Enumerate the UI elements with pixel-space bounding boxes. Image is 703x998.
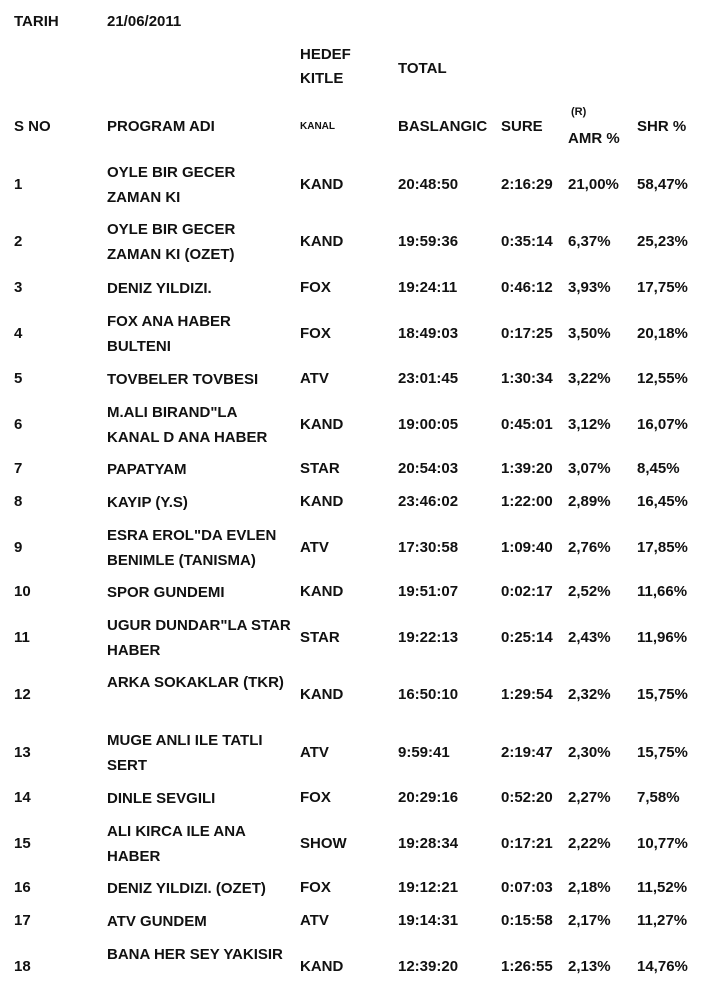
- row-program-name: SPOR GUNDEMI: [107, 584, 225, 601]
- row-shr: 11,52%: [637, 879, 688, 896]
- row-duration: 0:02:17: [501, 583, 553, 600]
- row-shr: 58,47%: [637, 176, 688, 193]
- date-label: TARIH: [14, 13, 59, 30]
- row-program-name: DENIZ YILDIZI. (OZET): [107, 880, 266, 897]
- row-channel: KAND: [300, 493, 344, 510]
- row-duration: 0:17:21: [501, 835, 553, 852]
- row-program-name: OYLE BIR GECER ZAMAN KI (OZET): [107, 221, 236, 263]
- row-program-name: ESRA EROL"DA EVLEN BENIMLE (TANISMA): [107, 527, 277, 569]
- row-start-time: 12:39:20: [398, 958, 459, 975]
- row-amr: 2,13%: [568, 958, 611, 975]
- row-program-name: UGUR DUNDAR"LA STAR HABER: [107, 617, 291, 659]
- row-duration: 2:16:29: [501, 176, 553, 193]
- row-program-name: FOX ANA HABER BULTENI: [107, 313, 231, 355]
- row-sno: 18: [14, 958, 31, 975]
- row-duration: 1:09:40: [501, 539, 553, 556]
- row-sno: 3: [14, 279, 23, 296]
- row-shr: 11,96%: [637, 629, 688, 646]
- header-r: (R): [571, 106, 587, 118]
- row-start-time: 20:48:50: [398, 176, 459, 193]
- row-start-time: 20:29:16: [398, 789, 459, 806]
- header-shr: SHR %: [637, 118, 687, 135]
- row-program-name: TOVBELER TOVBESI: [107, 371, 259, 388]
- row-sno: 1: [14, 176, 23, 193]
- row-program-name: OYLE BIR GECER ZAMAN KI: [107, 164, 236, 206]
- row-channel: KAND: [300, 233, 344, 250]
- row-shr: 11,66%: [637, 583, 688, 600]
- row-sno: 10: [14, 583, 31, 600]
- row-sno: 16: [14, 879, 31, 896]
- row-shr: 10,77%: [637, 835, 688, 852]
- row-shr: 8,45%: [637, 460, 680, 477]
- row-start-time: 23:01:45: [398, 370, 459, 387]
- row-program-name: M.ALI BIRAND"LA KANAL D ANA HABER: [107, 404, 268, 446]
- header-kanal: KANAL: [300, 121, 335, 132]
- row-duration: 1:30:34: [501, 370, 553, 387]
- row-program-name: ALI KIRCA ILE ANA HABER: [107, 823, 246, 865]
- row-duration: 0:45:01: [501, 416, 553, 433]
- row-channel: FOX: [300, 325, 331, 342]
- row-shr: 11,27%: [637, 912, 688, 929]
- row-channel: STAR: [300, 629, 340, 646]
- row-shr: 15,75%: [637, 744, 688, 761]
- row-sno: 15: [14, 835, 31, 852]
- row-start-time: 19:14:31: [398, 912, 459, 929]
- date-value: 21/06/2011: [107, 13, 182, 30]
- row-amr: 3,93%: [568, 279, 611, 296]
- row-channel: SHOW: [300, 835, 347, 852]
- row-duration: 1:22:00: [501, 493, 553, 510]
- row-sno: 14: [14, 789, 31, 806]
- row-amr: 2,27%: [568, 789, 611, 806]
- row-amr: 2,18%: [568, 879, 611, 896]
- row-sno: 13: [14, 744, 31, 761]
- row-channel: STAR: [300, 460, 340, 477]
- row-start-time: 16:50:10: [398, 686, 459, 703]
- row-sno: 6: [14, 416, 23, 433]
- row-sno: 11: [14, 629, 30, 646]
- row-program-name: DENIZ YILDIZI.: [107, 280, 212, 297]
- header-total: TOTAL: [398, 60, 447, 77]
- row-duration: 0:17:25: [501, 325, 553, 342]
- row-start-time: 19:12:21: [398, 879, 459, 896]
- row-amr: 2,30%: [568, 744, 611, 761]
- header-hedef-kitle: [300, 43, 351, 91]
- row-start-time: 17:30:58: [398, 539, 459, 556]
- row-program-name: DINLE SEVGILI: [107, 790, 216, 807]
- row-start-time: 19:00:05: [398, 416, 459, 433]
- row-duration: 1:26:55: [501, 958, 553, 975]
- row-amr: 3,22%: [568, 370, 611, 387]
- row-sno: 17: [14, 912, 31, 929]
- row-start-time: 19:24:11: [398, 279, 458, 296]
- row-program-name: PAPATYAM: [107, 461, 187, 478]
- row-channel: KAND: [300, 958, 344, 975]
- row-amr: 2,89%: [568, 493, 611, 510]
- row-start-time: 23:46:02: [398, 493, 459, 510]
- row-amr: 21,00%: [568, 176, 619, 193]
- row-amr: 3,12%: [568, 416, 611, 433]
- row-duration: 1:39:20: [501, 460, 553, 477]
- row-channel: ATV: [300, 539, 329, 556]
- row-amr: 2,52%: [568, 583, 611, 600]
- row-sno: 12: [14, 686, 31, 703]
- row-duration: 0:46:12: [501, 279, 553, 296]
- row-channel: FOX: [300, 279, 331, 296]
- row-shr: 20,18%: [637, 325, 688, 342]
- row-duration: 1:29:54: [501, 686, 553, 703]
- row-shr: 17,75%: [637, 279, 688, 296]
- row-duration: 0:25:14: [501, 629, 553, 646]
- row-channel: ATV: [300, 370, 329, 387]
- row-duration: 2:19:47: [501, 744, 553, 761]
- row-sno: 2: [14, 233, 23, 250]
- row-shr: 16,45%: [637, 493, 688, 510]
- row-shr: 17,85%: [637, 539, 688, 556]
- header-sure: SURE: [501, 118, 543, 135]
- header-baslangic: BASLANGIC: [398, 118, 488, 135]
- row-amr: 6,37%: [568, 233, 611, 250]
- row-shr: 25,23%: [637, 233, 688, 250]
- row-program-name: ARKA SOKAKLAR (TKR): [107, 674, 284, 691]
- row-start-time: 18:49:03: [398, 325, 459, 342]
- row-shr: 7,58%: [637, 789, 680, 806]
- header-program: PROGRAM ADI: [107, 118, 215, 135]
- row-start-time: 19:28:34: [398, 835, 459, 852]
- row-duration: 0:35:14: [501, 233, 553, 250]
- row-program-name: KAYIP (Y.S): [107, 494, 188, 511]
- row-channel: ATV: [300, 912, 329, 929]
- row-start-time: 19:51:07: [398, 583, 459, 600]
- row-amr: 2,43%: [568, 629, 611, 646]
- row-sno: 4: [14, 325, 23, 342]
- row-channel: FOX: [300, 789, 331, 806]
- row-sno: 9: [14, 539, 23, 556]
- row-sno: 5: [14, 370, 23, 387]
- row-channel: KAND: [300, 583, 344, 600]
- row-start-time: 19:22:13: [398, 629, 459, 646]
- header-hedef: HEDEF: [300, 46, 351, 63]
- row-amr: 2,76%: [568, 539, 611, 556]
- row-amr: 2,32%: [568, 686, 611, 703]
- row-shr: 15,75%: [637, 686, 688, 703]
- row-amr: 2,22%: [568, 835, 611, 852]
- row-duration: 0:52:20: [501, 789, 553, 806]
- row-sno: 7: [14, 460, 23, 477]
- row-amr: 3,07%: [568, 460, 611, 477]
- row-channel: ATV: [300, 744, 329, 761]
- row-channel: KAND: [300, 176, 344, 193]
- row-amr: 3,50%: [568, 325, 611, 342]
- row-channel: KAND: [300, 416, 344, 433]
- header-amr: AMR %: [568, 130, 620, 147]
- row-shr: 14,76%: [637, 958, 688, 975]
- row-program-name: ATV GUNDEM: [107, 913, 207, 930]
- row-amr: 2,17%: [568, 912, 611, 929]
- row-channel: KAND: [300, 686, 344, 703]
- row-shr: 16,07%: [637, 416, 688, 433]
- row-channel: FOX: [300, 879, 331, 896]
- row-shr: 12,55%: [637, 370, 688, 387]
- row-start-time: 20:54:03: [398, 460, 459, 477]
- row-duration: 0:07:03: [501, 879, 553, 896]
- row-sno: 8: [14, 493, 23, 510]
- row-program-name: BANA HER SEY YAKISIR: [107, 946, 283, 963]
- row-duration: 0:15:58: [501, 912, 553, 929]
- header-kitle: KITLE: [300, 70, 344, 87]
- row-program-name: MUGE ANLI ILE TATLI SERT: [107, 732, 263, 774]
- row-start-time: 19:59:36: [398, 233, 459, 250]
- row-start-time: 9:59:41: [398, 744, 450, 761]
- header-sno: S NO: [14, 118, 51, 135]
